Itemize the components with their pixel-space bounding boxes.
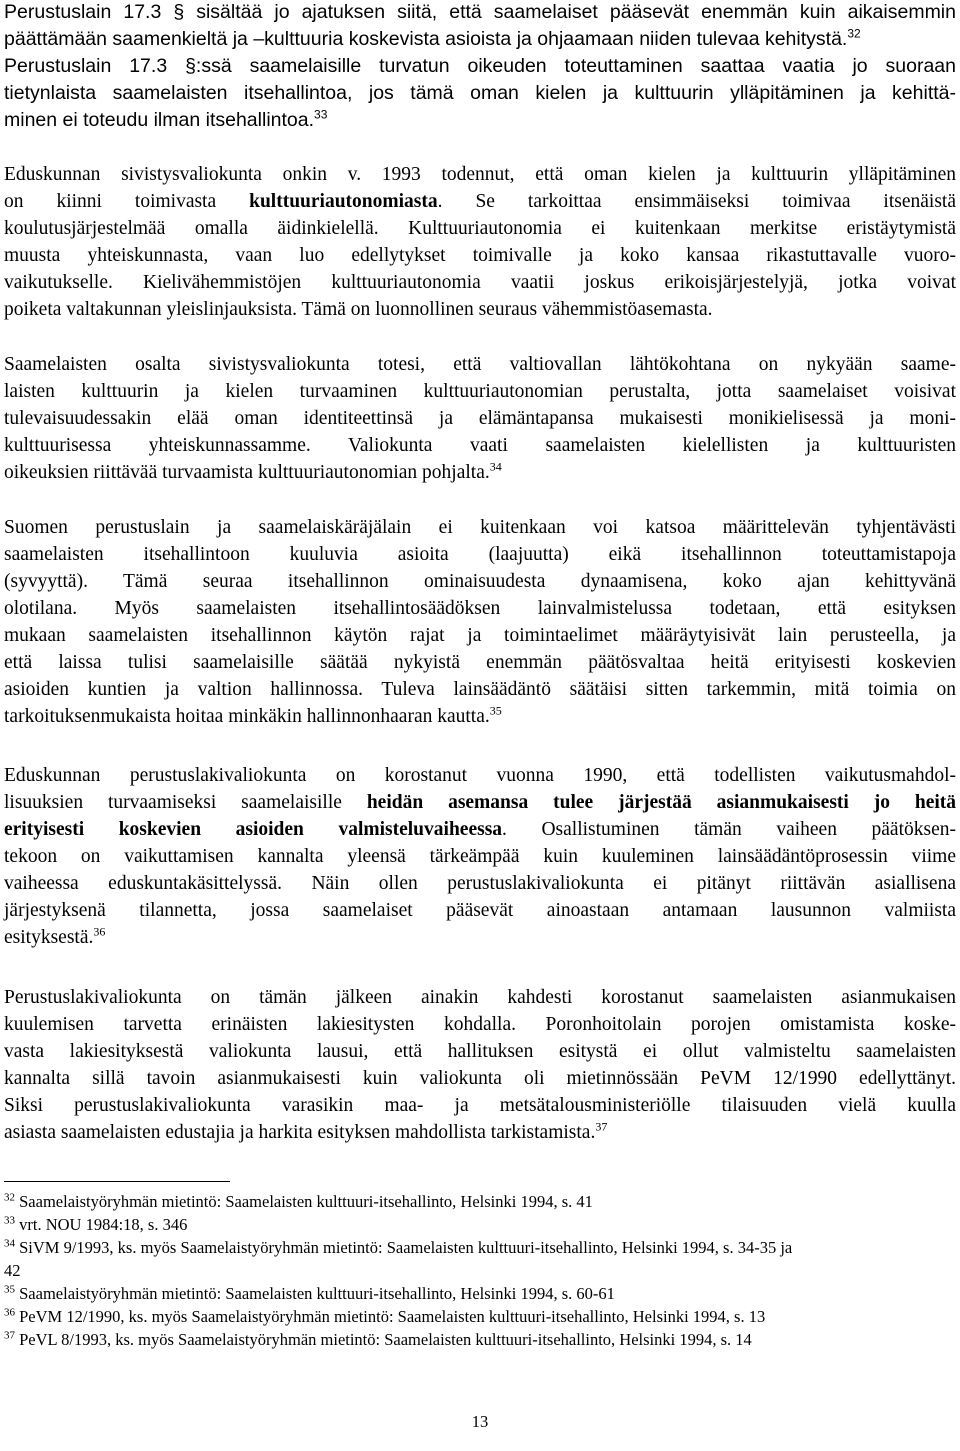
footnote-text: PeVM 12/1990, ks. myös Saamelaistyöryhmän mietintö: Saamelaisten kulttuuri-itsehallinto, Helsinki 1994, s. 13 <box>19 1307 766 1326</box>
text-line: tekoon on vaikuttamisen kannalta yleensä tärkeämpää kuin kuuleminen lainsäädäntöprosessin viime <box>4 846 956 867</box>
text-line: Perustuslain 17.3 § sisältää jo ajatuksen siitä, että saamelaiset pääsevät enemmän kuin aikaisemmin <box>4 1 956 23</box>
footnote-text: Saamelaistyöryhmän mietintö: Saamelaisten kulttuuri-itsehallinto, Helsinki 1994, s. 41 <box>19 1192 593 1211</box>
text-line <box>4 816 956 843</box>
footnote <box>4 1190 956 1213</box>
paragraph-sivistysvaliokunta <box>4 161 956 323</box>
text-line <box>4 459 956 486</box>
footnote-number: 32 <box>4 1191 15 1204</box>
text-line: Eduskunnan sivistysvaliokunta onkin v. 1993 todennut, että oman kielen ja kulttuurin ylläpitäminen <box>4 164 956 185</box>
footnote-text: vrt. NOU 1984:18, s. 346 <box>19 1215 188 1234</box>
text-line: mukaan saamelaisten itsehallinnon käytön rajat ja toimintaelimet määräytyisivät lain perusteella, ja <box>4 625 956 646</box>
text-line <box>4 924 956 951</box>
footnote-continuation: 42 <box>4 1261 21 1280</box>
text-line: kulttuurisessa yhteiskunnassamme. Valiokunta vaati saamelaisten kielellisten ja kulttuuristen <box>4 435 956 456</box>
footnote-ref: 36 <box>93 924 106 939</box>
footnote-text: SiVM 9/1993, ks. myös Saamelaistyöryhmän mietintö: Saamelaisten kulttuuri-itsehallinto, Helsinki 1994, s. 34-35 ja <box>19 1238 793 1257</box>
text-line: laisten kulttuurin ja kielen turvaaminen kulttuuriautonomian perustalta, jotta saamelaiset voisivat <box>4 381 956 402</box>
text-span: tarkoituksenmukaista hoitaa minkäkin hallinnonhaaran kautta. <box>4 706 490 727</box>
text-line: poiketa valtakunnan yleislinjauksista. Tämä on luonnollinen seuraus vähemmistöasemasta. <box>4 299 713 320</box>
text-line: olotilana. Myös saamelaisten itsehallintosäädöksen lainvalmistelussa todetaan, että esityksen <box>4 598 956 619</box>
text-line: muusta yhteiskunnasta, vaan luo edellytykset toimivalle ja koko kansaa rikastuttavalle vuoro- <box>4 245 956 266</box>
text-span: lisuuksien turvaamiseksi saamelaisille <box>4 792 342 813</box>
text-span: minen ei toteudu ilman itsehallintoa. <box>4 109 315 131</box>
text-line <box>4 107 956 134</box>
footnote <box>4 1236 956 1259</box>
footnote <box>4 1305 956 1328</box>
text-line <box>4 26 956 53</box>
text-line: saamelaisten itsehallintoon kuuluvia asioita (laajuutta) eikä itsehallinnon toteuttamistapoja <box>4 544 956 565</box>
text-line: että laissa tulisi saamelaisille säätää nykyistä enemmän päätösvaltaa heitä erityisesti koskevien <box>4 652 956 673</box>
footnote <box>4 1328 956 1351</box>
text-span: oikeuksien riittävää turvaamista kulttuuriautonomian pohjalta. <box>4 462 490 483</box>
footnote-number: 37 <box>4 1329 15 1342</box>
text-span: . Se tarkoittaa ensimmäiseksi toimivaa itsenäistä <box>437 191 956 212</box>
bold-text: kulttuuriautonomiasta <box>249 191 438 212</box>
text-line: Saamelaisten osalta sivistysvaliokunta totesi, että valtiovallan lähtökohtana on nykyään saame- <box>4 354 956 375</box>
text-line: Perustuslakivaliokunta on tämän jälkeen ainakin kahdesti korostanut saamelaisten asianmukaisen <box>4 987 956 1008</box>
text-line: järjestyksenä tilannetta, jossa saamelaiset pääsevät ainoastaan antamaan lausunnon valmiista <box>4 900 956 921</box>
text-line: kuulemisen tarvetta erinäisten lakiesitysten kohdalla. Poronhoitolain porojen omistamista koske- <box>4 1014 956 1035</box>
footnote-ref: 35 <box>489 703 502 718</box>
text-line <box>4 703 956 730</box>
paragraph-saamelaisten-osalta <box>4 351 956 486</box>
footnotes <box>4 1190 956 1351</box>
text-line <box>4 789 956 816</box>
footnote-divider <box>4 1181 230 1182</box>
text-line: vaikutukselle. Kielivähemmistöjen kulttuuriautonomia vaatii joskus erikoisjärjestelyjä, jotka voivat <box>4 272 956 293</box>
footnote-number: 34 <box>4 1237 15 1250</box>
footnote-ref: 33 <box>314 107 328 122</box>
text-span: päättämään saamenkieltä ja –kulttuuria koskevista asioista ja ohjaamaan niiden tulevaa kehitystä. <box>4 28 848 50</box>
text-line: Siksi perustuslakivaliokunta varasikin maa- ja metsätalousministeriölle tilaisuuden vielä kuulla <box>4 1095 956 1116</box>
text-line <box>4 1119 956 1146</box>
footnote-ref: 34 <box>489 459 502 474</box>
text-line <box>4 188 956 215</box>
text-span: esityksestä. <box>4 927 94 948</box>
text-span: . Osallistuminen tämän vaiheen päätöksen- <box>502 819 956 840</box>
text-span: on kiinni toimivasta <box>4 191 217 212</box>
text-line: vaiheessa eduskuntakäsittelyssä. Näin ollen perustuslakivaliokunta ei pitänyt riittävän asiallisena <box>4 873 956 894</box>
text-line: Perustuslain 17.3 §:ssä saamelaisille turvatun oikeuden toteuttaminen saattaa vaatia jo suoraan <box>4 55 956 77</box>
footnote-ref: 32 <box>847 26 861 41</box>
page-number: 13 <box>471 1412 489 1431</box>
paragraph-suomen-perustuslaki <box>4 514 956 730</box>
text-line: tulevaisuudessakin elää oman identiteettinsä ja elämäntapansa mukaisesti monikielisessä ja moni- <box>4 408 956 429</box>
footnote-number: 35 <box>4 1283 15 1296</box>
footnote-ref: 37 <box>595 1119 608 1134</box>
bold-text: erityisesti koskevien asioiden valmisteluvaiheessa <box>4 819 503 840</box>
footnote-number: 36 <box>4 1306 15 1319</box>
bold-text: heidän asemansa tulee järjestää asianmukaisesti jo heitä <box>366 792 957 813</box>
paragraph-perustuslakivaliokunta-1990 <box>4 762 956 951</box>
text-line: Suomen perustuslain ja saamelaiskäräjälain ei kuitenkaan voi katsoa määrittelevän tyhjentävästi <box>4 517 956 538</box>
footnote-text: PeVL 8/1993, ks. myös Saamelaistyöryhmän mietintö: Saamelaisten kulttuuri-itsehallinto, Helsinki 1994, s. 14 <box>19 1330 752 1349</box>
footnote-text: Saamelaistyöryhmän mietintö: Saamelaisten kulttuuri-itsehallinto, Helsinki 1994, s. 60-61 <box>19 1284 615 1303</box>
text-line: asioiden kuntien ja valtion hallinnossa. Tuleva lainsäädäntö säätäisi sitten tarkemmin, mitä toimia on <box>4 679 956 700</box>
paragraph-perustuslaki <box>4 0 956 134</box>
footnote <box>4 1213 956 1236</box>
text-line: Eduskunnan perustuslakivaliokunta on korostanut vuonna 1990, että todellisten vaikutusmahdol- <box>4 765 956 786</box>
text-line: koulutusjärjestelmää omalla äidinkielellä. Kulttuuriautonomia ei kuitenkaan merkitse eristäytymistä <box>4 218 956 239</box>
text-line: tietynlaista saamelaisten itsehallintoa, jos tämä oman kielen ja kulttuurin ylläpitäminen ja kehittä- <box>4 82 956 104</box>
footnote <box>4 1282 956 1305</box>
text-line: vasta lakiesityksestä valiokunta lausui, että hallituksen esitystä ei ollut valmisteltu saamelaisten <box>4 1041 956 1062</box>
text-line: kannalta sillä tavoin asianmukaisesti kuin valiokunta oli mietinnössään PeVM 12/1990 edellyttänyt. <box>4 1068 956 1089</box>
text-line: (syvyyttä). Tämä seuraa itsehallinnon ominaisuudesta dynaamisena, koko ajan kehittyvänä <box>4 571 956 592</box>
footnote-number: 33 <box>4 1214 15 1227</box>
paragraph-perustuslakivaliokunta-jalkeen <box>4 984 956 1146</box>
text-span: asiasta saamelaisten edustajia ja harkita esityksen mahdollista tarkistamista. <box>4 1122 596 1143</box>
